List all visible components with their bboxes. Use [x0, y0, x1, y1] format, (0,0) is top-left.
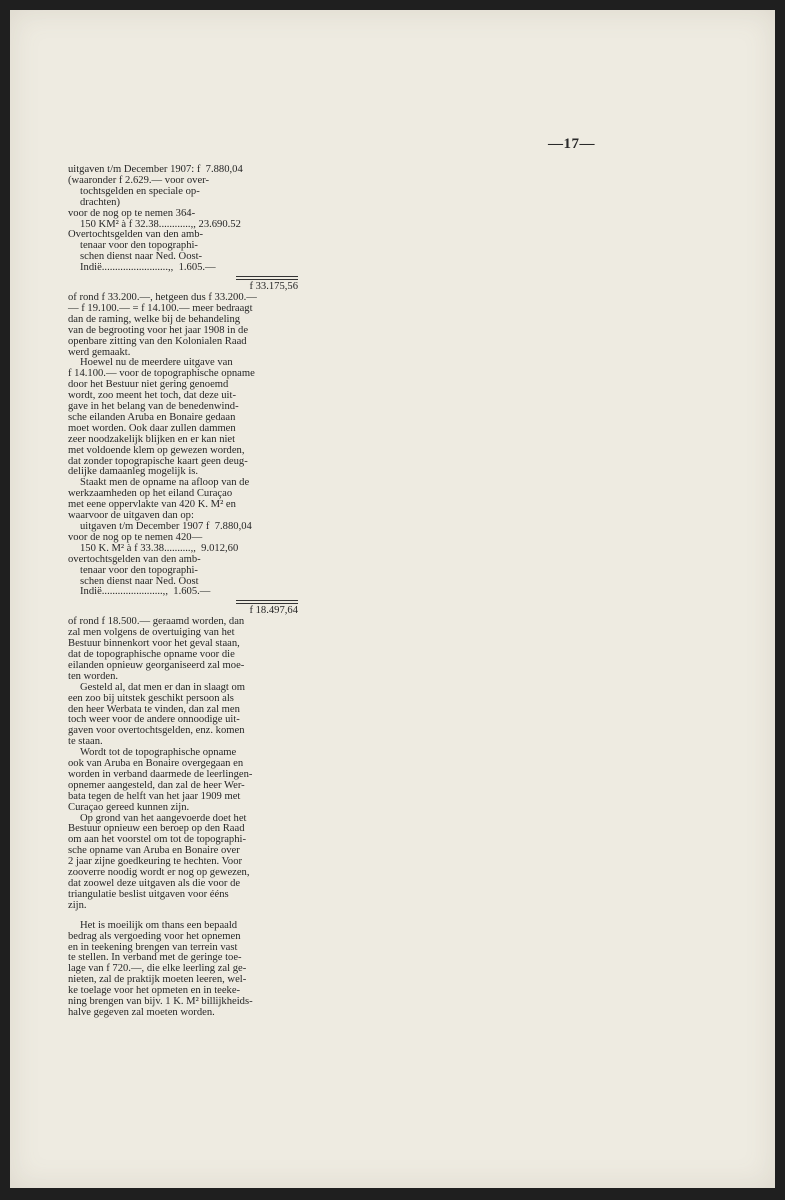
page-number: —17— [548, 136, 595, 152]
text-line: te stellen. In verband met de geringe toe- [68, 952, 242, 964]
text-line: uitgaven t/m December 1907 f 7.880,04 [80, 521, 252, 532]
text-line: gave in het belang van de benedenwind- [68, 401, 239, 413]
text-line: halve gegeven zal moeten worden. [68, 1006, 215, 1018]
text-line: Gesteld al, dat men er dan in slaagt om [80, 681, 246, 693]
text-line: dat zoowel deze uitgaven als die voor de [68, 878, 241, 889]
text-line: lage van f 720.—, die elke leerling zal ge- [68, 963, 247, 975]
text-line: gaven voor overtochtsgelden, enz. komen [68, 725, 245, 737]
text-line: (waaronder f 2.629.— voor over- [68, 174, 209, 186]
text-line: Wordt tot de topographische opname [80, 747, 237, 759]
text-line: tochtsgelden en speciale op- [80, 185, 200, 197]
text-line: wordt, zoo meent het toch, dat deze uit- [68, 390, 236, 402]
text-line: Staakt men de opname na afloop van de [80, 477, 250, 489]
text-line: voor de nog op te nemen 364- [68, 207, 196, 219]
sum-total: f 33.175,56 [249, 281, 298, 293]
sum-rule [236, 276, 298, 280]
text-line: Curaçao gereed kunnen zijn. [68, 801, 190, 813]
text-line: of rond f 18.500.— geraamd worden, dan [68, 616, 245, 628]
document-page [10, 10, 775, 1188]
text-column [68, 165, 298, 1019]
text-line: van de begrooting voor het jaar 1908 in de [68, 324, 249, 336]
text-line: voor de nog op te nemen 420— [68, 531, 203, 543]
text-line: den heer Werbata te vinden, dan zal men [68, 703, 240, 715]
text-line: dat de topographische opname voor die [68, 648, 235, 660]
text-line: ke toelage voor het opmeten en in teeke- [68, 985, 241, 997]
text-line: Bestuur opnieuw een beroep op den Raad [68, 823, 245, 835]
bleed-through-texture [550, 180, 683, 213]
text-line: moet worden. Ook daar zullen dammen [68, 422, 236, 434]
text-line: sche opname van Aruba en Bonaire over [68, 845, 240, 857]
text-line: eilanden opnieuw georganiseerd zal moe- [68, 659, 245, 671]
text-line: of rond f 33.200.—, hetgeen dus f 33.200.— [68, 291, 257, 303]
text-line: ning brengen van bijv. 1 K. M² billijkheids- [68, 996, 253, 1008]
text-line: Hoewel nu de meerdere uitgave van [80, 357, 233, 369]
text-line: Bestuur binnenkort voor het geval staan, [68, 638, 240, 650]
text-line: en in teekening brengen van terrein vast [68, 941, 238, 953]
text-line: Op grond van het aangevoerde doet het [80, 812, 247, 824]
text-line: werd gemaakt. [68, 346, 131, 358]
text-line: ten worden. [68, 670, 119, 682]
sum-rule [236, 600, 298, 604]
text-line: zeer noodzakelijk blijken en er kan niet [68, 433, 236, 445]
text-line: dat zonder topograpische kaart geen deug- [68, 455, 248, 467]
text-line: met voldoende klem op gewezen worden, [68, 444, 245, 456]
text-line: Indië.......................,, 1.605.— [80, 586, 211, 598]
text-line: een zoo bij uitstek geschikt persoon als [68, 692, 234, 704]
text-line: Overtochtsgelden van den amb- [68, 229, 204, 241]
text-line: delijke damaanleg mogelijk is. [68, 466, 199, 478]
text-line: werkzaamheden op het eiland Curaçao [68, 488, 233, 500]
text-line: waarvoor de uitgaven dan op: [68, 510, 194, 522]
text-line: 150 K. M² à f 33.38..........,, 9.012,60 [80, 542, 239, 554]
text-line: nieten, zal de praktijk moeten leeren, wel- [68, 974, 247, 986]
text-line: Het is moeilijk om thans een bepaald [80, 919, 238, 931]
text-line: worden in verband daarmede de leerlingen- [68, 768, 253, 780]
text-line: bedrag als vergoeding voor het opnemen [68, 930, 241, 942]
text-line: schen dienst naar Ned. Oost [80, 575, 199, 587]
text-line: sche eilanden Aruba en Bonaire gedaan [68, 411, 236, 423]
text-line: zal men volgens de overtuiging van het [68, 627, 235, 639]
text-line: opnemer aangesteld, dan zal de heer Wer- [68, 779, 245, 791]
text-line: schen dienst naar Ned. Oost- [80, 251, 203, 263]
text-line: triangulatie beslist uitgaven voor ééns [68, 888, 229, 900]
text-line: tenaar voor den topographi- [80, 564, 198, 576]
text-line: 2 jaar zijne goedkeuring te hechten. Voor [68, 856, 243, 868]
text-line: toch weer voor de andere onnoodige uit- [68, 714, 240, 726]
text-line: bata tegen de helft van het jaar 1909 met [68, 790, 241, 802]
text-line: 150 KM² à f 32.38............,, 23.690.52 [80, 218, 241, 230]
text-line: om aan het voorstel om tot de topographi- [68, 834, 246, 846]
text-line: uitgaven t/m December 1907: f 7.880,04 [68, 164, 243, 175]
text-line: — f 19.100.— = f 14.100.— meer bedraagt [68, 302, 253, 314]
text-line: ook van Aruba en Bonaire overgegaan en [68, 758, 244, 770]
sum-total: f 18.497,64 [249, 605, 298, 617]
text-line: zijn. [68, 899, 87, 911]
text-line: tenaar voor den topographi- [80, 240, 198, 252]
text-line: overtochtsgelden van den amb- [68, 553, 201, 565]
text-line: Indië.........................,, 1.605.— [80, 262, 216, 274]
text-line: dan de raming, welke bij de behandeling [68, 313, 241, 325]
text-line: te staan. [68, 736, 103, 748]
text-line: drachten) [80, 196, 120, 208]
text-line: openbare zitting van den Kolonialen Raad [68, 335, 247, 347]
text-line: door het Bestuur niet gering genoemd [68, 379, 229, 391]
text-line: zooverre noodig wordt er nog op gewezen, [68, 867, 250, 879]
text-line: met eene oppervlakte van 420 K. M² en [68, 499, 236, 511]
text-line: f 14.100.— voor de topographische opname [68, 368, 255, 380]
